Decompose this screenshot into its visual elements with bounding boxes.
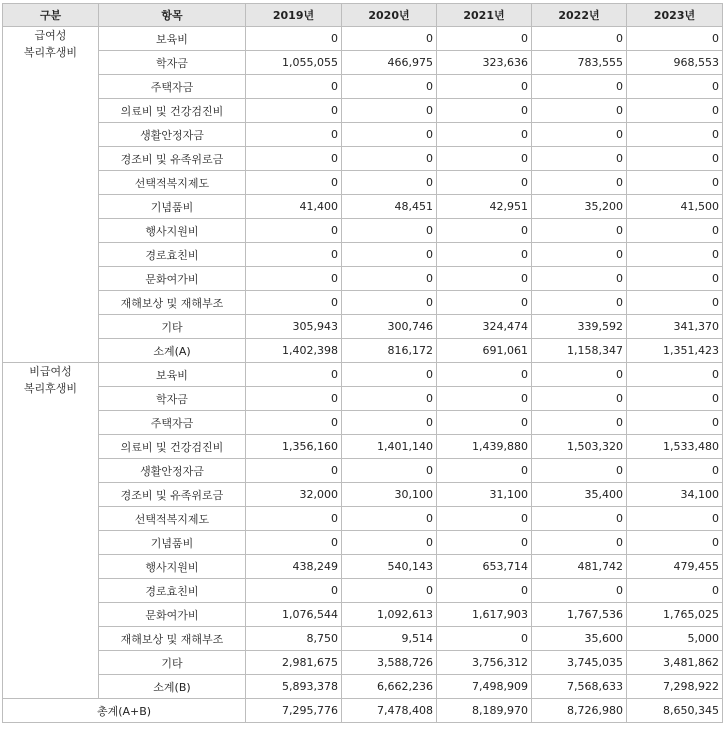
cell-value-2019: 0 — [246, 387, 342, 411]
table-body — [3, 27, 723, 699]
cell-value-2022: 0 — [532, 219, 627, 243]
cell-value-2022: 0 — [532, 147, 627, 171]
table-row — [3, 75, 723, 99]
table-row — [3, 603, 723, 627]
cell-value-2020: 0 — [342, 531, 437, 555]
group-label-line: 복리후생비 — [23, 382, 78, 395]
row-item-label: 기념품비 — [99, 195, 246, 219]
header-row — [3, 4, 723, 27]
cell-value-2019: 0 — [246, 219, 342, 243]
cell-value-2022: 0 — [532, 411, 627, 435]
cell-value-2022: 0 — [532, 507, 627, 531]
table-row — [3, 627, 723, 651]
cell-value-2021: 0 — [437, 99, 532, 123]
total-value-2023: 8,650,345 — [627, 699, 723, 723]
cell-value-2021: 653,714 — [437, 555, 532, 579]
header-item: 항목 — [99, 4, 246, 27]
table-row — [3, 291, 723, 315]
cell-value-2022: 481,742 — [532, 555, 627, 579]
row-item-label: 행사지원비 — [99, 555, 246, 579]
cell-value-2021: 324,474 — [437, 315, 532, 339]
table-row — [3, 339, 723, 363]
cell-value-2021: 1,617,903 — [437, 603, 532, 627]
cell-value-2020: 540,143 — [342, 555, 437, 579]
table-row — [3, 387, 723, 411]
cell-value-2021: 0 — [437, 579, 532, 603]
cell-value-2020: 48,451 — [342, 195, 437, 219]
cell-value-2020: 0 — [342, 411, 437, 435]
cell-value-2023: 0 — [627, 267, 723, 291]
cell-value-2023: 0 — [627, 459, 723, 483]
cell-value-2023: 0 — [627, 531, 723, 555]
group-label-line: 복리후생비 — [23, 46, 78, 59]
total-value-2021: 8,189,970 — [437, 699, 532, 723]
cell-value-2022: 0 — [532, 99, 627, 123]
header-year-2019: 2019년 — [246, 4, 342, 27]
total-label: 총계(A+B) — [3, 699, 246, 723]
cell-value-2021: 0 — [437, 387, 532, 411]
table-row — [3, 27, 723, 51]
cell-value-2019: 41,400 — [246, 195, 342, 219]
row-item-label: 선택적복지제도 — [99, 507, 246, 531]
cell-value-2022: 0 — [532, 387, 627, 411]
cell-value-2022: 35,400 — [532, 483, 627, 507]
cell-value-2022: 0 — [532, 291, 627, 315]
cell-value-2019: 0 — [246, 459, 342, 483]
cell-value-2020: 6,662,236 — [342, 675, 437, 699]
cell-value-2020: 0 — [342, 75, 437, 99]
cell-value-2022: 0 — [532, 75, 627, 99]
cell-value-2022: 0 — [532, 459, 627, 483]
cell-value-2019: 0 — [246, 267, 342, 291]
row-item-label: 재해보상 및 재해부조 — [99, 291, 246, 315]
row-item-label: 기타 — [99, 651, 246, 675]
cell-value-2022: 7,568,633 — [532, 675, 627, 699]
cell-value-2020: 0 — [342, 507, 437, 531]
cell-value-2019: 0 — [246, 75, 342, 99]
cell-value-2021: 0 — [437, 627, 532, 651]
cell-value-2021: 0 — [437, 459, 532, 483]
table-row — [3, 243, 723, 267]
header-year-2020: 2020년 — [342, 4, 437, 27]
cell-value-2021: 0 — [437, 123, 532, 147]
cell-value-2021: 0 — [437, 411, 532, 435]
row-item-label: 행사지원비 — [99, 219, 246, 243]
cell-value-2020: 0 — [342, 387, 437, 411]
row-item-label: 경조비 및 유족위로금 — [99, 483, 246, 507]
group-label — [3, 363, 99, 699]
cell-value-2019: 0 — [246, 291, 342, 315]
cell-value-2022: 0 — [532, 363, 627, 387]
cell-value-2022: 0 — [532, 267, 627, 291]
cell-value-2019: 2,981,675 — [246, 651, 342, 675]
cell-value-2020: 30,100 — [342, 483, 437, 507]
cell-value-2023: 0 — [627, 243, 723, 267]
cell-value-2021: 0 — [437, 147, 532, 171]
cell-value-2023: 34,100 — [627, 483, 723, 507]
cell-value-2021: 0 — [437, 531, 532, 555]
cell-value-2019: 0 — [246, 123, 342, 147]
row-item-label: 문화여가비 — [99, 603, 246, 627]
cell-value-2022: 339,592 — [532, 315, 627, 339]
cell-value-2020: 0 — [342, 267, 437, 291]
cell-value-2021: 1,439,880 — [437, 435, 532, 459]
cell-value-2019: 438,249 — [246, 555, 342, 579]
cell-value-2021: 42,951 — [437, 195, 532, 219]
cell-value-2020: 3,588,726 — [342, 651, 437, 675]
table-row — [3, 267, 723, 291]
cell-value-2022: 1,158,347 — [532, 339, 627, 363]
cell-value-2021: 0 — [437, 75, 532, 99]
cell-value-2022: 0 — [532, 171, 627, 195]
row-item-label: 재해보상 및 재해부조 — [99, 627, 246, 651]
cell-value-2022: 0 — [532, 243, 627, 267]
row-item-label: 기타 — [99, 315, 246, 339]
group-label-line: 비급여성 — [29, 365, 72, 378]
cell-value-2021: 323,636 — [437, 51, 532, 75]
table-row — [3, 483, 723, 507]
cell-value-2023: 341,370 — [627, 315, 723, 339]
row-item-label: 소계(A) — [99, 339, 246, 363]
cell-value-2019: 305,943 — [246, 315, 342, 339]
table-row — [3, 531, 723, 555]
total-value-2020: 7,478,408 — [342, 699, 437, 723]
cell-value-2023: 968,553 — [627, 51, 723, 75]
cell-value-2022: 1,767,536 — [532, 603, 627, 627]
table-row — [3, 435, 723, 459]
cell-value-2019: 0 — [246, 579, 342, 603]
row-item-label: 의료비 및 건강검진비 — [99, 99, 246, 123]
row-item-label: 경조비 및 유족위로금 — [99, 147, 246, 171]
table-row — [3, 123, 723, 147]
cell-value-2023: 0 — [627, 75, 723, 99]
cell-value-2023: 0 — [627, 99, 723, 123]
cell-value-2021: 0 — [437, 27, 532, 51]
cell-value-2021: 7,498,909 — [437, 675, 532, 699]
cell-value-2019: 1,076,544 — [246, 603, 342, 627]
table-row — [3, 555, 723, 579]
row-item-label: 기념품비 — [99, 531, 246, 555]
cell-value-2023: 0 — [627, 411, 723, 435]
cell-value-2023: 0 — [627, 123, 723, 147]
cell-value-2019: 0 — [246, 27, 342, 51]
cell-value-2023: 0 — [627, 363, 723, 387]
cell-value-2019: 0 — [246, 171, 342, 195]
table-row — [3, 579, 723, 603]
group-label — [3, 27, 99, 363]
cell-value-2022: 0 — [532, 579, 627, 603]
cell-value-2023: 1,765,025 — [627, 603, 723, 627]
row-item-label: 의료비 및 건강검진비 — [99, 435, 246, 459]
cell-value-2019: 0 — [246, 531, 342, 555]
table-row — [3, 675, 723, 699]
cell-value-2020: 816,172 — [342, 339, 437, 363]
row-item-label: 문화여가비 — [99, 267, 246, 291]
total-row — [3, 699, 723, 723]
cell-value-2023: 0 — [627, 27, 723, 51]
total-value-2022: 8,726,980 — [532, 699, 627, 723]
cell-value-2021: 0 — [437, 219, 532, 243]
table-row — [3, 171, 723, 195]
cell-value-2019: 8,750 — [246, 627, 342, 651]
cell-value-2021: 31,100 — [437, 483, 532, 507]
row-item-label: 학자금 — [99, 387, 246, 411]
cell-value-2023: 0 — [627, 171, 723, 195]
total-value-2019: 7,295,776 — [246, 699, 342, 723]
row-item-label: 생활안정자금 — [99, 123, 246, 147]
cell-value-2020: 0 — [342, 123, 437, 147]
cell-value-2020: 0 — [342, 171, 437, 195]
cell-value-2023: 0 — [627, 579, 723, 603]
cell-value-2019: 0 — [246, 243, 342, 267]
cell-value-2022: 0 — [532, 27, 627, 51]
cell-value-2022: 35,600 — [532, 627, 627, 651]
row-item-label: 보육비 — [99, 363, 246, 387]
header-year-2023: 2023년 — [627, 4, 723, 27]
cell-value-2023: 0 — [627, 507, 723, 531]
cell-value-2021: 3,756,312 — [437, 651, 532, 675]
header-category: 구분 — [3, 4, 99, 27]
cell-value-2021: 0 — [437, 267, 532, 291]
row-item-label: 학자금 — [99, 51, 246, 75]
cell-value-2021: 0 — [437, 291, 532, 315]
cell-value-2021: 0 — [437, 507, 532, 531]
cell-value-2020: 0 — [342, 243, 437, 267]
cell-value-2022: 783,555 — [532, 51, 627, 75]
row-item-label: 선택적복지제도 — [99, 171, 246, 195]
cell-value-2020: 0 — [342, 291, 437, 315]
cell-value-2022: 3,745,035 — [532, 651, 627, 675]
row-item-label: 생활안정자금 — [99, 459, 246, 483]
cell-value-2023: 7,298,922 — [627, 675, 723, 699]
cell-value-2020: 9,514 — [342, 627, 437, 651]
cell-value-2019: 5,893,378 — [246, 675, 342, 699]
cell-value-2021: 691,061 — [437, 339, 532, 363]
cell-value-2022: 1,503,320 — [532, 435, 627, 459]
table-row — [3, 651, 723, 675]
cell-value-2023: 5,000 — [627, 627, 723, 651]
cell-value-2020: 0 — [342, 579, 437, 603]
cell-value-2019: 1,402,398 — [246, 339, 342, 363]
table-row — [3, 51, 723, 75]
table-row — [3, 315, 723, 339]
cell-value-2020: 0 — [342, 27, 437, 51]
cell-value-2019: 32,000 — [246, 483, 342, 507]
cell-value-2021: 0 — [437, 243, 532, 267]
table-row — [3, 459, 723, 483]
table-row — [3, 411, 723, 435]
cell-value-2020: 0 — [342, 363, 437, 387]
cell-value-2023: 0 — [627, 147, 723, 171]
cell-value-2019: 0 — [246, 363, 342, 387]
table-row — [3, 219, 723, 243]
cell-value-2019: 1,356,160 — [246, 435, 342, 459]
cell-value-2020: 0 — [342, 219, 437, 243]
table-row — [3, 507, 723, 531]
cell-value-2019: 0 — [246, 411, 342, 435]
cell-value-2023: 0 — [627, 291, 723, 315]
cell-value-2023: 0 — [627, 219, 723, 243]
cell-value-2020: 466,975 — [342, 51, 437, 75]
row-item-label: 경로효친비 — [99, 243, 246, 267]
cell-value-2023: 3,481,862 — [627, 651, 723, 675]
cell-value-2020: 300,746 — [342, 315, 437, 339]
cell-value-2023: 0 — [627, 387, 723, 411]
row-item-label: 보육비 — [99, 27, 246, 51]
row-item-label: 경로효친비 — [99, 579, 246, 603]
row-item-label: 소계(B) — [99, 675, 246, 699]
table-row — [3, 147, 723, 171]
welfare-expense-table — [2, 3, 723, 723]
row-item-label: 주택자금 — [99, 75, 246, 99]
cell-value-2020: 0 — [342, 147, 437, 171]
cell-value-2020: 0 — [342, 459, 437, 483]
cell-value-2020: 1,092,613 — [342, 603, 437, 627]
header-year-2021: 2021년 — [437, 4, 532, 27]
table-row — [3, 99, 723, 123]
cell-value-2019: 0 — [246, 507, 342, 531]
cell-value-2019: 0 — [246, 147, 342, 171]
cell-value-2022: 0 — [532, 123, 627, 147]
cell-value-2023: 41,500 — [627, 195, 723, 219]
cell-value-2023: 1,533,480 — [627, 435, 723, 459]
cell-value-2023: 479,455 — [627, 555, 723, 579]
header-year-2022: 2022년 — [532, 4, 627, 27]
cell-value-2022: 35,200 — [532, 195, 627, 219]
group-label-line: 급여성 — [34, 29, 67, 42]
cell-value-2019: 1,055,055 — [246, 51, 342, 75]
table-row — [3, 363, 723, 387]
cell-value-2020: 0 — [342, 99, 437, 123]
row-item-label: 주택자금 — [99, 411, 246, 435]
cell-value-2022: 0 — [532, 531, 627, 555]
cell-value-2019: 0 — [246, 99, 342, 123]
cell-value-2023: 1,351,423 — [627, 339, 723, 363]
table-row — [3, 195, 723, 219]
cell-value-2021: 0 — [437, 363, 532, 387]
cell-value-2021: 0 — [437, 171, 532, 195]
cell-value-2020: 1,401,140 — [342, 435, 437, 459]
